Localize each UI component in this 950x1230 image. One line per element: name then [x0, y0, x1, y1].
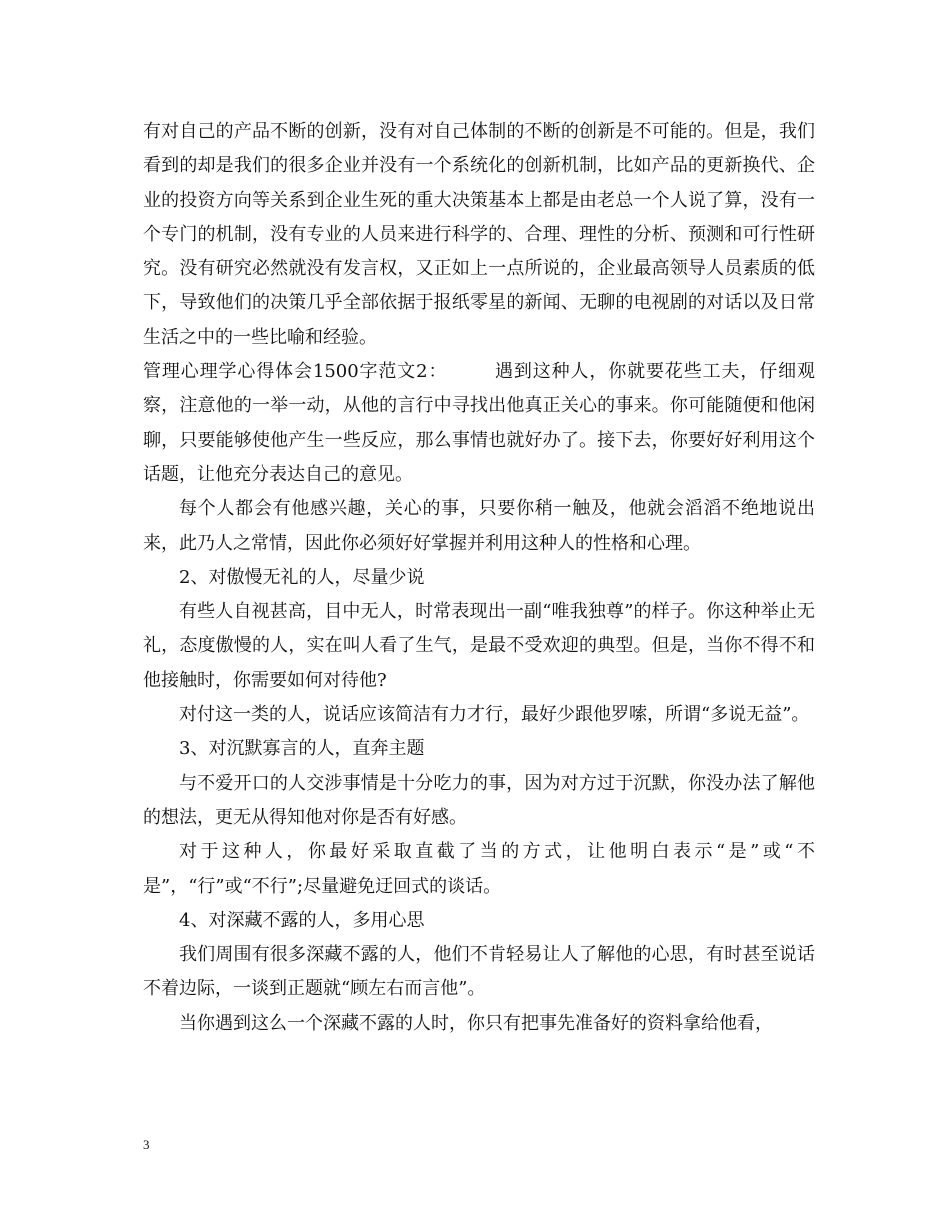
section-heading-reserved: 4、对深藏不露的人，多用心思 [179, 909, 425, 931]
page-number: 3 [143, 1137, 150, 1152]
paragraph-interests: 每个人都会有他感兴趣，关心的事，只要你稍一触及，他就会滔滔不绝地说出来，此乃人之常情，因此你必须好好掌握并利用这种人的性格和心理。 [143, 498, 815, 554]
paragraph-arrogant-advice: 对付这一类的人，说话应该简洁有力才行，最好少跟他罗嗦，所谓“多说无益”。 [179, 704, 810, 726]
paragraph-reserved-description: 我们周围有很多深藏不露的人，他们不肯轻易让人了解他的心思，有时甚至说话不着边际，一谈到正题就“顾左右而言他”。 [143, 944, 815, 1000]
paragraph-silent-advice: 对于这种人，你最好采取直截了当的方式，让他明白表示“是”或“不是”，“行”或“不行”;尽量避免迂回式的谈话。 [143, 841, 815, 897]
paragraph-innovation: 有对自己的产品不断的创新，没有对自己体制的不断的创新是不可能的。但是，我们看到的却是我们的很多企业并没有一个系统化的创新机制，比如产品的更新换代、企业的投资方向等关系到企业生死的重大决策基本上都是由老总一个人说了算，没有一个专门的机制，没有专业的人员来进行科学的、合理、理性的分析、预测和可行性研究。没有研究必然就没有发言权，又正如上一点所说的，企业最高领导人员素质的低下，导致他们的决策几乎全部依据于报纸零星的新闻、无聊的电视剧的对话以及日常生活之中的一些比喻和经验。 [143, 121, 815, 348]
section-heading-arrogant: 2、对傲慢无礼的人，尽量少说 [179, 566, 425, 588]
paragraph-silent-description: 与不爱开口的人交涉事情是十分吃力的事，因为对方过于沉默，你没办法了解他的想法，更无从得知他对你是否有好感。 [143, 772, 815, 828]
document-body [143, 115, 815, 1041]
paragraph-essay-2-intro: 管理心理学心得体会1500字范文2： 遇到这种人，你就要花些工夫，仔细观察，注意他的一举一动，从他的言行中寻找出他真正关心的事来。你可能随便和他闲聊，只要能够使他产生一些反应，那么事情也就好办了。接下去，你要好好利用这个话题，让他充分表达自己的意见。 [143, 361, 815, 485]
paragraph-reserved-advice: 当你遇到这么一个深藏不露的人时，你只有把事先准备好的资料拿给他看， [179, 1012, 773, 1034]
section-heading-silent: 3、对沉默寡言的人，直奔主题 [179, 738, 425, 760]
paragraph-arrogant-description: 有些人自视甚高，目中无人，时常表现出一副“唯我独尊”的样子。你这种举止无礼，态度傲慢的人，实在叫人看了生气，是最不受欢迎的典型。但是，当你不得不和他接触时，你需要如何对待他? [143, 601, 815, 691]
